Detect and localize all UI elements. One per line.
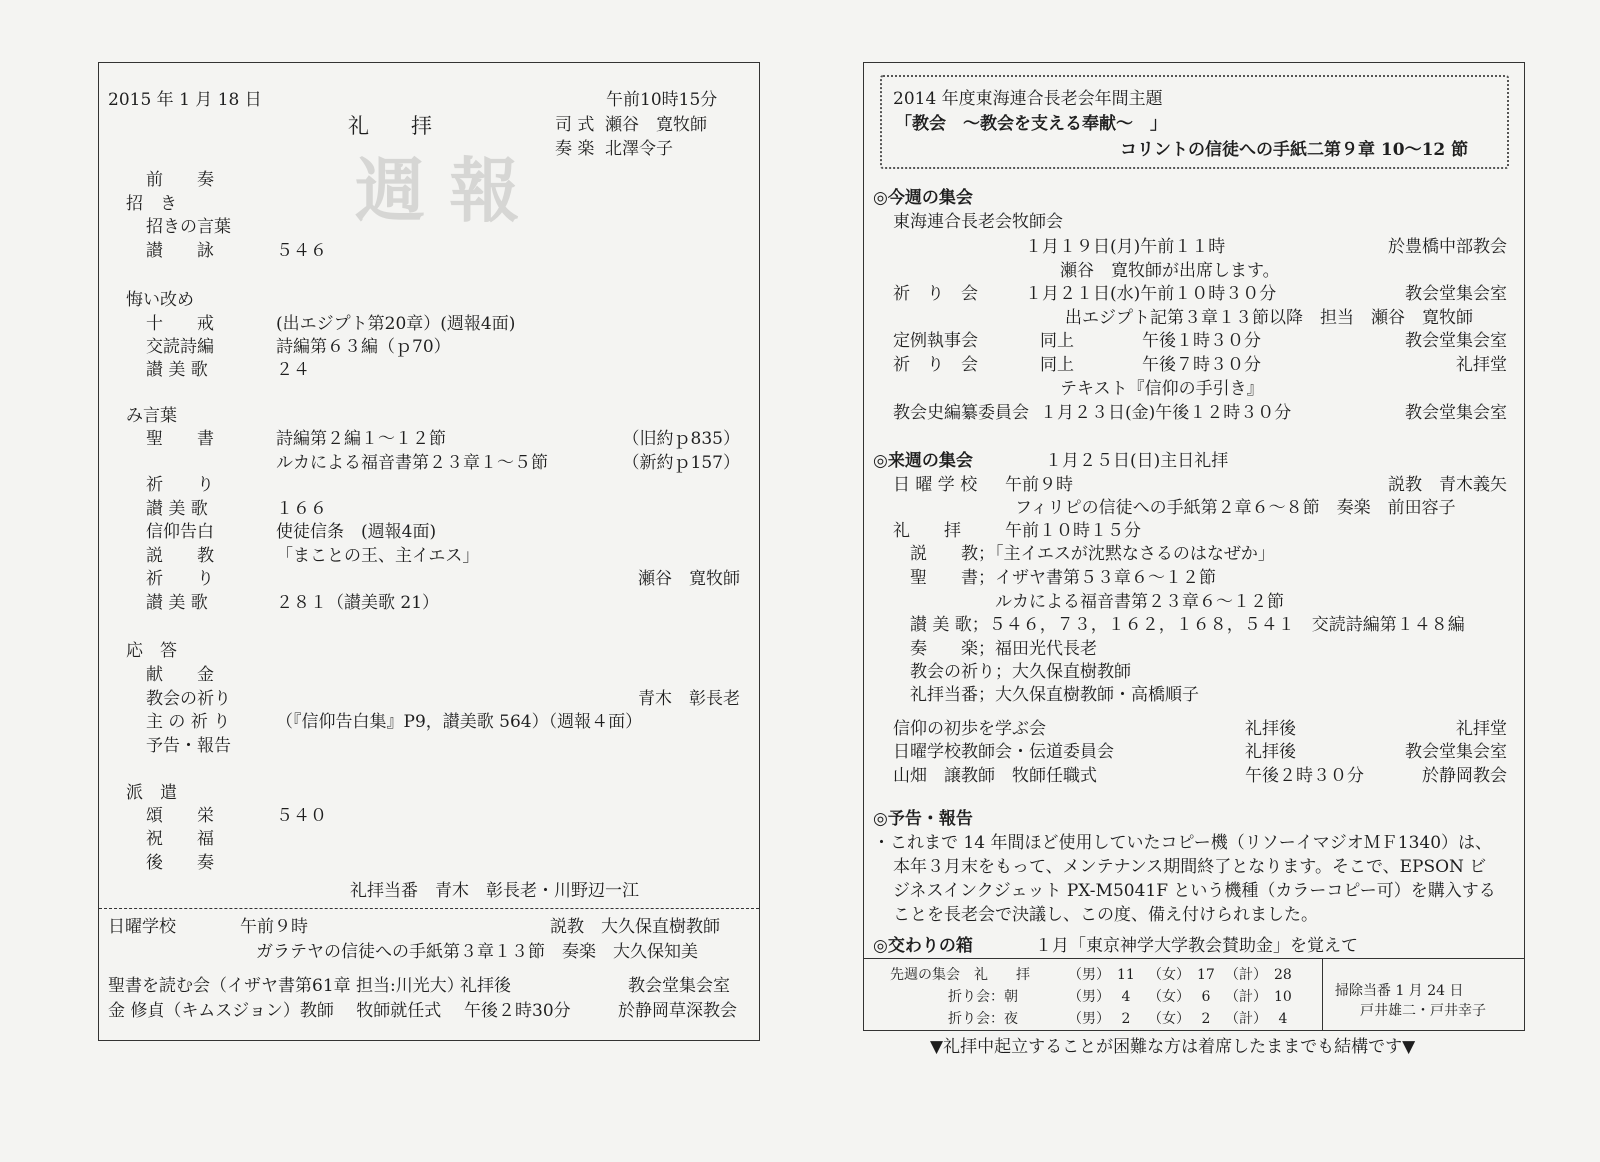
organ-role: 奏 楽 <box>555 139 595 159</box>
meeting-detail: 同上 午後１時３０分 <box>1040 331 1261 351</box>
attendance-men: （男） 2 <box>1068 1011 1131 1027</box>
meeting-detail: 午前９時 <box>1005 475 1073 495</box>
meeting-detail: 聖 書；イザヤ書第５３章６～１２節 <box>910 568 1216 588</box>
order-label: 招 き <box>126 194 177 214</box>
order-label: 説 教 <box>146 546 214 566</box>
bottom-note: ▼礼拝中起立することが困難な方は着席したままでも結構です▼ <box>930 1037 1416 1057</box>
theme-label: 2014 年度東海連合長老会年間主題 <box>893 89 1163 109</box>
order-label: 招きの言葉 <box>146 217 231 237</box>
order-label: 信仰告白 <box>146 522 214 542</box>
attendance-men: （男） 4 <box>1068 989 1131 1005</box>
left-divider <box>99 908 759 909</box>
attendance-total: （計） 10 <box>1225 989 1292 1005</box>
meeting-name: 信仰の初歩を学ぶ会 <box>893 719 1046 739</box>
meeting-detail: 礼拝後 <box>1245 742 1296 762</box>
footer-col-a: 日曜学校 <box>108 917 176 937</box>
order-value: ２８１（讃美歌 21） <box>276 593 440 613</box>
footer-col-a: 聖書を読む会（イザヤ書第61章 担当:川光大） <box>108 976 464 996</box>
meeting-detail: １月１９日(月)午前１１時 <box>1025 237 1226 257</box>
order-right: （旧約ｐ835） <box>622 429 740 449</box>
meeting-detail: ルカによる福音書第２３章６～１２節 <box>910 592 1284 612</box>
meeting-detail: テキスト『信仰の手引き』 <box>1060 379 1264 399</box>
order-label: 献 金 <box>146 665 214 685</box>
order-right: （新約ｐ157） <box>622 453 740 473</box>
order-value: （『信仰告白集』P9，讃美歌 564）（週報４面） <box>276 712 643 732</box>
order-label: 祈 り <box>146 475 214 495</box>
meeting-detail: 同上 午後７時３０分 <box>1040 355 1261 375</box>
meeting-place: 於静岡教会 <box>1422 766 1507 786</box>
order-value: ルカによる福音書第２３章１～５節 <box>276 453 548 473</box>
meeting-place: 教会堂集会室 <box>1405 331 1507 351</box>
order-label: 頌 栄 <box>146 806 214 826</box>
order-label: 聖 書 <box>146 429 214 449</box>
cleaning-label: 掃除当番 1 月 24 日 <box>1335 983 1464 999</box>
order-value: ５４６ <box>276 241 327 261</box>
attendance-total: （計） 4 <box>1225 1011 1288 1027</box>
order-value: 詩編第６３編（ｐ70） <box>276 337 451 357</box>
order-label: 讃 美 歌 <box>146 593 208 613</box>
footer-col-c: 於静岡草深教会 <box>618 1001 737 1021</box>
footer-col-b: 午前９時 <box>240 917 308 937</box>
service-time: 午前10時15分 <box>606 90 718 110</box>
officiant-name: 瀬谷 寛牧師 <box>605 115 707 135</box>
order-label: 派 遣 <box>126 783 177 803</box>
notice-line: ジネスインクジェット PX-M5041F という機種（カラーコピー可）を購入する <box>893 881 1496 901</box>
footer-col-b: ガラテヤの信徒への手紙第３章１３節 奏楽 大久保知美 <box>256 942 698 962</box>
meeting-place: 礼拝堂 <box>1456 355 1507 375</box>
meeting-detail: 午後２時３０分 <box>1245 766 1364 786</box>
meeting-name: 日 曜 学 校 <box>893 475 978 495</box>
order-label: 主 の 祈 り <box>146 712 231 732</box>
meeting-detail: 出エジプト記第３章１３節以降 担当 瀬谷 寛牧師 <box>1065 308 1473 328</box>
theme-title: 「教会 ～教会を支える奉献～ 」 <box>895 114 1167 134</box>
meeting-name: 祈 り 会 <box>893 284 978 304</box>
meeting-detail: フィリピの信徒への手紙第２章６～８節 奏楽 前田容子 <box>1015 498 1456 518</box>
order-label: 祝 福 <box>146 829 214 849</box>
attendance-label: 先週の集会 礼 拝 <box>890 967 1030 983</box>
meeting-detail: 奏 楽；福田光代長老 <box>910 639 1097 659</box>
attendance-label: 折り会：夜 <box>948 1011 1018 1027</box>
order-label: 予告・報告 <box>146 736 231 756</box>
meeting-name: 教会史編纂委員会 <box>893 403 1029 423</box>
footer-col-b: 礼拝後 <box>460 976 511 996</box>
order-label: 前 奏 <box>146 170 214 190</box>
meeting-detail: 礼拝後 <box>1245 719 1296 739</box>
attendance-divider <box>1322 958 1323 1030</box>
order-label: 教会の祈り <box>146 689 231 709</box>
order-label: 讃 美 歌 <box>146 360 208 380</box>
attendance-top-line <box>864 958 1524 959</box>
meeting-name: 日曜学校教師会・伝道委員会 <box>893 742 1114 762</box>
notice-line: ・これまで 14 年間ほど使用していたコピー機（リソーイマジオＭＦ1340）は、 <box>873 833 1493 853</box>
footer-col-a: 金 修貞（キムスジョン）教師 牧師就任式 <box>108 1001 442 1021</box>
service-date: 2015 年 1 月 18 日 <box>108 90 262 110</box>
order-value: (出エジプト第20章）(週報4面) <box>276 314 516 334</box>
meeting-place: 於豊橋中部教会 <box>1388 237 1507 257</box>
footer-col-c: 説教 大久保直樹教師 <box>550 917 720 937</box>
order-label: 十 戒 <box>146 314 214 334</box>
footer-col-c: 教会堂集会室 <box>628 976 730 996</box>
meeting-detail: 礼拝当番；大久保直樹教師・高橋順子 <box>910 685 1199 705</box>
order-value: ２４ <box>276 360 310 380</box>
theme-reference: コリントの信徒への手紙二第９章 10～12 節 <box>1120 140 1469 160</box>
attendance-total: （計） 28 <box>1225 967 1292 983</box>
order-label: 祈 り <box>146 569 214 589</box>
meeting-detail: １月２３日(金)午後１２時３０分 <box>1040 403 1292 423</box>
meeting-name: 東海連合長老会牧師会 <box>893 212 1063 232</box>
order-value: 詩編第２編１～１２節 <box>276 429 446 449</box>
attendance-label: 折り会：朝 <box>948 989 1018 1005</box>
meeting-place: 説教 青木義矢 <box>1388 475 1507 495</box>
attendance-women: （女） 2 <box>1148 1011 1211 1027</box>
meeting-place: 教会堂集会室 <box>1405 742 1507 762</box>
meeting-detail: 瀬谷 寛牧師が出席します。 <box>1060 261 1280 281</box>
cleaning-names: 戸井雄二・戸井幸子 <box>1360 1003 1486 1019</box>
order-label: 後 奏 <box>146 853 214 873</box>
order-value: 使徒信条 (週報4面) <box>276 522 437 542</box>
order-value: 「まことの王、主イエス」 <box>276 546 480 566</box>
order-right: 瀬谷 寛牧師 <box>638 569 740 589</box>
order-value: １６６ <box>276 499 327 519</box>
attendance-men: （男） 11 <box>1068 967 1135 983</box>
order-label: 讃 美 歌 <box>146 499 208 519</box>
attendance-women: （女） 17 <box>1148 967 1215 983</box>
officiant-role: 司 式 <box>555 115 595 135</box>
service-title: 礼 拝 <box>348 114 432 138</box>
watermark: 週 報 <box>355 149 520 232</box>
footer-col-b: 午後２時30分 <box>464 1001 571 1021</box>
order-label: み言葉 <box>126 406 177 426</box>
meeting-place: 教会堂集会室 <box>1405 403 1507 423</box>
attendance-women: （女） 6 <box>1148 989 1211 1005</box>
next-week-date: １月２５日(日)主日礼拝 <box>1045 451 1229 471</box>
notice-heading: ◎予告・報告 <box>873 809 973 829</box>
organ-name: 北澤令子 <box>605 139 673 159</box>
notice-line: 本年３月末をもって、メンテナンス期間終了となります。そこで、EPSON ビ <box>893 857 1487 877</box>
meeting-place: 礼拝堂 <box>1456 719 1507 739</box>
meeting-detail: 讃 美 歌；５４６，７３，１６２，１６８，５４１ 交読詩編第１４８編 <box>910 615 1465 635</box>
order-label: 悔い改め <box>126 290 194 310</box>
meeting-detail: 説 教；「主イエスが沈黙なさるのはなぜか」 <box>910 544 1275 564</box>
worship-duty: 礼拝当番 青木 彰長老・川野辺一江 <box>350 881 639 901</box>
order-label: 応 答 <box>126 641 177 661</box>
meeting-detail: 教会の祈り；大久保直樹教師 <box>910 662 1131 682</box>
this-week-heading: ◎今週の集会 <box>873 188 973 208</box>
meeting-place: 教会堂集会室 <box>1405 284 1507 304</box>
meeting-name: 定例執事会 <box>893 331 978 351</box>
order-value: ５４０ <box>276 806 327 826</box>
meeting-name: 祈 り 会 <box>893 355 978 375</box>
meeting-name: 山畑 譲教師 牧師任職式 <box>893 766 1097 786</box>
next-week-heading: ◎来週の集会 <box>873 451 973 471</box>
order-right: 青木 彰長老 <box>638 689 740 709</box>
order-label: 讃 詠 <box>146 241 214 261</box>
notice-line: ことを長老会で決議し、この度、備え付けられました。 <box>893 905 1318 925</box>
fellowship-text: １月「東京神学大学教会賛助金」を覚えて <box>1035 936 1358 956</box>
meeting-name: 礼 拝 <box>893 521 961 541</box>
fellowship-heading: ◎交わりの箱 <box>873 936 973 956</box>
order-label: 交読詩編 <box>146 337 214 357</box>
meeting-detail: 午前１０時１５分 <box>1005 521 1141 541</box>
meeting-detail: １月２１日(水)午前１０時３０分 <box>1025 284 1277 304</box>
